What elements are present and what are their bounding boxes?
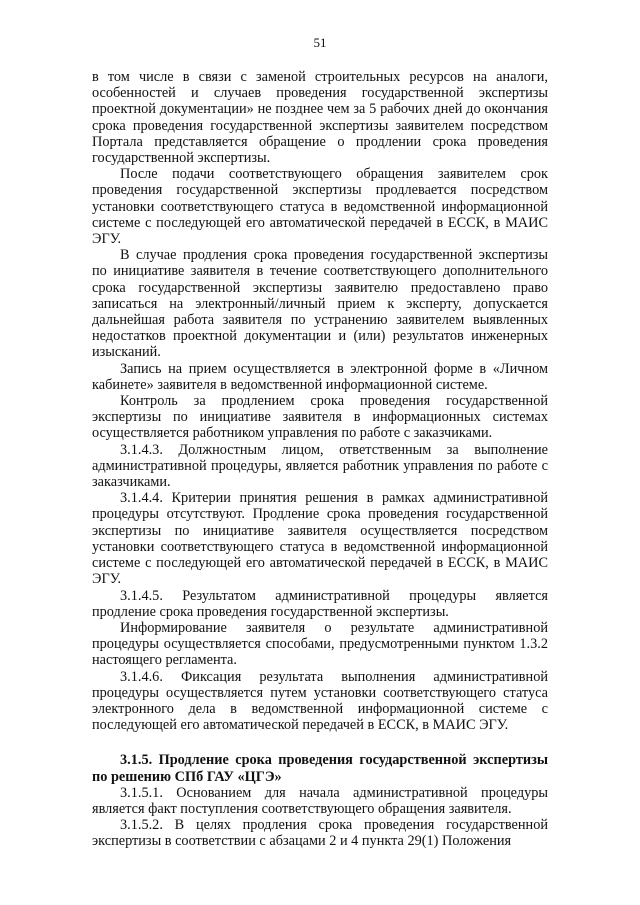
paragraph-3-1-5-1: 3.1.5.1. Основанием для начала административной процедуры является факт поступления соответствующего обращения заявителя. — [92, 784, 548, 817]
paragraph-continuation: в том числе в связи с заменой строительных ресурсов на аналоги, особенностей и случаев проведения государственной экспертизы проектной документации» не позднее чем за 5 рабочих дней до окончания срока проведения государственной экспертизы заявителем посредством Портала представляется обращение о продлении срока проведения государственной экспертизы. — [92, 69, 548, 167]
paragraph-3-1-4-6: 3.1.4.6. Фиксация результата выполнения административной процедуры осуществляется путем установки соответствующего статуса электронного дела в ведомственной информационной системе с последующей его автоматической передачей в ЕССК, в МАИС ЭГУ. — [92, 668, 548, 734]
page-number: 51 — [313, 35, 327, 50]
paragraph-extension-status: После подачи соответствующего обращения заявителем срок проведения государственной экспертизы продлевается посредством установки соответствующего статуса в ведомственной информационной системе с последующей его автоматической передачей в ЕССК, в МАИС ЭГУ. — [92, 166, 548, 248]
paragraph-personal-account: Запись на прием осуществляется в электронной форме в «Личном кабинете» заявителя в ведомственной информационной системе. — [92, 360, 548, 393]
paragraph-3-1-4-3: 3.1.4.3. Должностным лицом, ответственным за выполнение административной процедуры, является работник управления по работе с заказчиками. — [92, 441, 548, 491]
document-body — [92, 69, 548, 850]
paragraph-3-1-4-4: 3.1.4.4. Критерии принятия решения в рамках административной процедуры отсутствуют. Продление срока проведения государственной экспертизы по инициативе заявителя осуществляется посредством установки соответствующего статуса в ведомственной информационной системе с последующей его автоматической передачей в ЕССК, в МАИС ЭГУ. — [92, 490, 548, 588]
paragraph-3-1-4-5: 3.1.4.5. Результатом административной процедуры является продление срока проведения государственной экспертизы. — [92, 587, 548, 620]
paragraph-extension-appointment: В случае продления срока проведения государственной экспертизы по инициативе заявителя в течение соответствующего дополнительного срока государственной экспертизы заявителю предоставлено право записаться на электронный/личный прием к эксперту, допускается дальнейшая работа заявителя по устранению заявителем выявленных недостатков проектной документации и (или) результатов инженерных изысканий. — [92, 247, 548, 361]
section-heading-3-1-5: 3.1.5. Продление срока проведения государственной экспертизы по решению СПб ГАУ «ЦГЭ» — [92, 752, 548, 785]
paragraph-informing: Информирование заявителя о результате административной процедуры осуществляется способами, предусмотренными пунктом 1.3.2 настоящего регламента. — [92, 619, 548, 669]
paragraph-control: Контроль за продлением срока проведения государственной экспертизы по инициативе заявителя в информационных системах осуществляется работником управления по работе с заказчиками. — [92, 393, 548, 442]
paragraph-3-1-5-2: 3.1.5.2. В целях продления срока проведения государственной экспертизы в соответствии с абзацами 2 и 4 пункта 29(1) Положения — [92, 817, 548, 850]
